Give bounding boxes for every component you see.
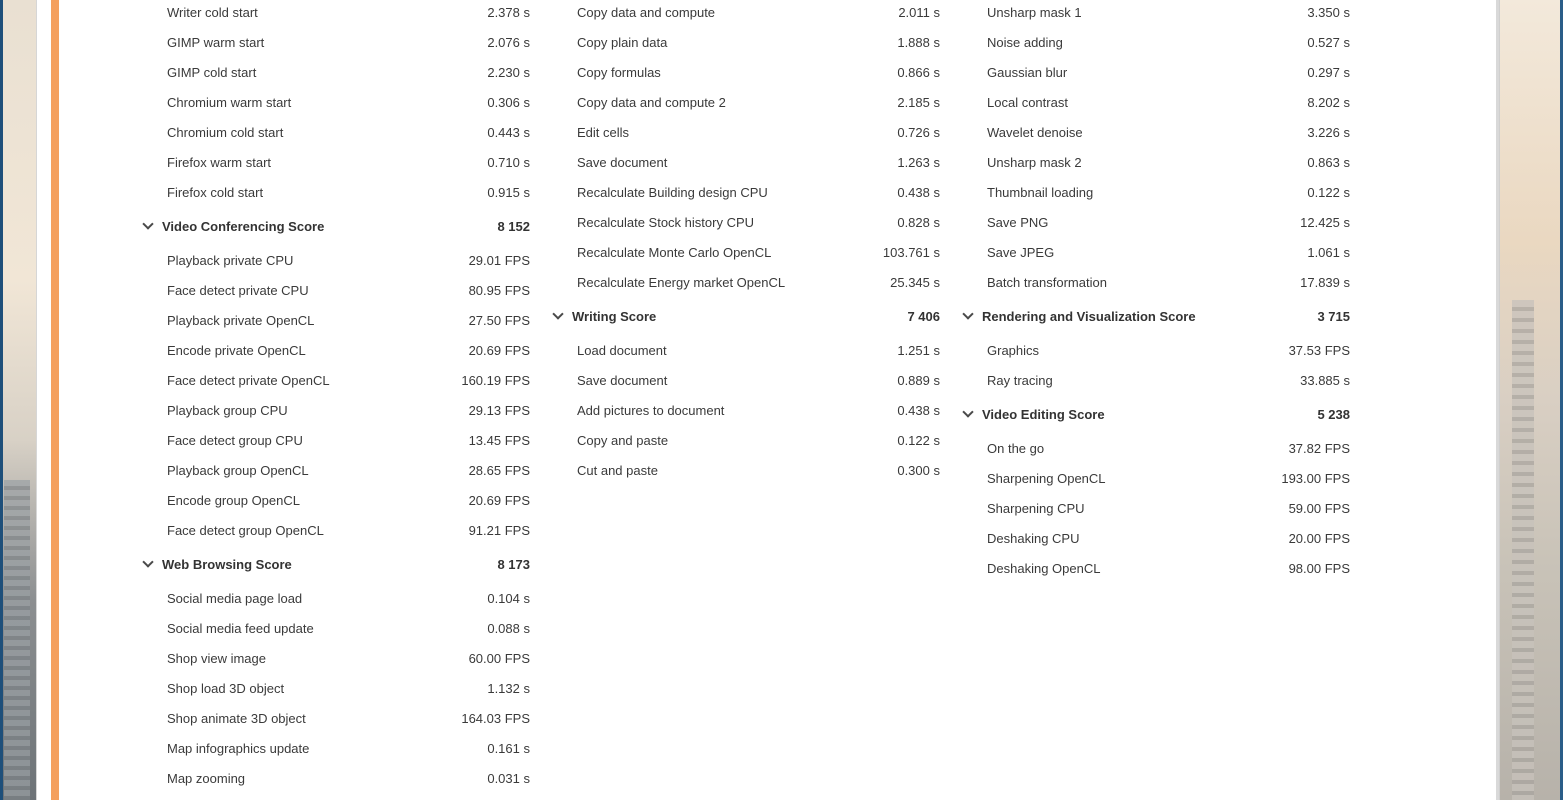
chevron-down-icon[interactable] (961, 406, 977, 422)
result-label: Playback group OpenCL (167, 462, 309, 478)
result-value: 0.866 s (897, 64, 940, 80)
result-row (961, 553, 1350, 583)
result-label: Writer cold start (167, 4, 258, 20)
result-label: Recalculate Building design CPU (577, 184, 768, 200)
result-row (961, 207, 1350, 237)
result-row (961, 27, 1350, 57)
result-value: 0.306 s (487, 94, 530, 110)
result-row (141, 703, 530, 733)
result-value: 1.251 s (897, 342, 940, 358)
result-value: 0.122 s (897, 432, 940, 448)
section-header-left (141, 556, 292, 572)
result-row (551, 335, 940, 365)
result-value: 3.226 s (1307, 124, 1350, 140)
result-label: Face detect private OpenCL (167, 372, 330, 388)
result-value: 37.53 FPS (1288, 342, 1350, 358)
result-row (551, 395, 940, 425)
row-group (141, 0, 530, 207)
result-label: Map zooming (167, 770, 246, 786)
result-value: 33.885 s (1300, 372, 1350, 388)
chevron-down-icon[interactable] (961, 308, 977, 324)
result-label: Firefox warm start (167, 154, 272, 170)
result-row (551, 27, 940, 57)
result-value: 0.828 s (897, 214, 940, 230)
result-row (141, 87, 530, 117)
result-value: 164.03 FPS (461, 710, 530, 726)
result-label: Copy formulas (577, 64, 661, 80)
desktop-wallpaper-right (1500, 0, 1563, 800)
result-row (961, 87, 1350, 117)
result-label: Save document (577, 154, 668, 170)
result-label: Playback private CPU (167, 252, 294, 268)
result-label: Deshaking CPU (987, 530, 1080, 546)
section-score: 8 152 (497, 218, 530, 234)
accent-bar (51, 0, 59, 800)
result-value: 0.161 s (487, 740, 530, 756)
result-value: 0.527 s (1307, 34, 1350, 50)
result-label: Chromium cold start (167, 124, 284, 140)
result-row (141, 27, 530, 57)
result-label: Edit cells (577, 124, 630, 140)
result-label: Copy data and compute (577, 4, 716, 20)
result-row (551, 117, 940, 147)
result-label: Face detect group CPU (167, 432, 303, 448)
result-value: 98.00 FPS (1288, 560, 1350, 576)
section-header-writing[interactable] (551, 300, 940, 332)
result-row (551, 0, 940, 27)
result-label: Encode group OpenCL (167, 492, 300, 508)
result-row (141, 177, 530, 207)
result-label: Save PNG (987, 214, 1049, 230)
result-row (551, 237, 940, 267)
result-row (141, 245, 530, 275)
section-score: 3 715 (1317, 308, 1350, 324)
result-value: 103.761 s (882, 244, 940, 260)
result-value: 37.82 FPS (1288, 440, 1350, 456)
results-column-1 (141, 0, 530, 793)
results-column-2 (551, 0, 940, 485)
result-row (961, 237, 1350, 267)
desktop-wallpaper-left (0, 0, 36, 800)
result-label: Map infographics update (167, 740, 310, 756)
result-row (551, 267, 940, 297)
result-label: GIMP cold start (167, 64, 257, 80)
section-header-rendering[interactable] (961, 300, 1350, 332)
result-row (141, 673, 530, 703)
result-label: Unsharp mask 2 (987, 154, 1082, 170)
result-value: 59.00 FPS (1288, 500, 1350, 516)
result-value: 0.889 s (897, 372, 940, 388)
result-value: 20.69 FPS (468, 492, 530, 508)
section-header-left (961, 308, 1196, 324)
result-value: 2.378 s (487, 4, 530, 20)
result-row (141, 455, 530, 485)
result-label: Chromium warm start (167, 94, 292, 110)
result-row (961, 0, 1350, 27)
result-row (961, 57, 1350, 87)
result-row (551, 207, 940, 237)
result-label: Recalculate Energy market OpenCL (577, 274, 786, 290)
result-value: 0.104 s (487, 590, 530, 606)
result-row (141, 515, 530, 545)
result-value: 0.438 s (897, 402, 940, 418)
section-header-web-browsing[interactable] (141, 548, 530, 580)
result-value: 17.839 s (1300, 274, 1350, 290)
result-row (551, 455, 940, 485)
result-label: Copy plain data (577, 34, 668, 50)
result-label: Encode private OpenCL (167, 342, 306, 358)
result-value: 160.19 FPS (461, 372, 530, 388)
result-row (551, 177, 940, 207)
section-title: Web Browsing Score (162, 556, 292, 572)
result-label: Copy data and compute 2 (577, 94, 726, 110)
result-label: Playback private OpenCL (167, 312, 315, 328)
result-label: Add pictures to document (577, 402, 725, 418)
result-label: Shop load 3D object (167, 680, 285, 696)
result-label: Load document (577, 342, 667, 358)
result-label: Thumbnail loading (987, 184, 1094, 200)
result-label: Batch transformation (987, 274, 1107, 290)
section-header-left (551, 308, 656, 324)
result-value: 28.65 FPS (468, 462, 530, 478)
result-value: 0.710 s (487, 154, 530, 170)
result-label: Social media page load (167, 590, 303, 606)
result-value: 8.202 s (1307, 94, 1350, 110)
result-label: Face detect private CPU (167, 282, 309, 298)
result-label: Shop view image (167, 650, 266, 666)
result-value: 12.425 s (1300, 214, 1350, 230)
result-value: 0.726 s (897, 124, 940, 140)
result-label: Noise adding (987, 34, 1063, 50)
result-label: Firefox cold start (167, 184, 264, 200)
result-row (551, 87, 940, 117)
result-row (141, 275, 530, 305)
chevron-down-icon[interactable] (551, 308, 567, 324)
result-row (141, 485, 530, 515)
result-label: Save document (577, 372, 668, 388)
result-row (961, 177, 1350, 207)
result-label: Social media feed update (167, 620, 314, 636)
result-row (141, 335, 530, 365)
result-value: 27.50 FPS (468, 312, 530, 328)
result-label: Copy and paste (577, 432, 669, 448)
result-row (961, 433, 1350, 463)
section-title: Video Conferencing Score (162, 218, 325, 234)
window-edge (1496, 0, 1499, 800)
result-row (551, 425, 940, 455)
result-row (141, 395, 530, 425)
result-value: 20.69 FPS (468, 342, 530, 358)
section-title: Rendering and Visualization Score (982, 308, 1196, 324)
result-label: Ray tracing (987, 372, 1053, 388)
result-value: 3.350 s (1307, 4, 1350, 20)
result-value: 91.21 FPS (468, 522, 530, 538)
result-row (961, 147, 1350, 177)
section-score: 5 238 (1317, 406, 1350, 422)
result-value: 80.95 FPS (468, 282, 530, 298)
result-row (141, 365, 530, 395)
section-header-video-editing[interactable] (961, 398, 1350, 430)
result-row (961, 493, 1350, 523)
result-label: Deshaking OpenCL (987, 560, 1101, 576)
result-label: Wavelet denoise (987, 124, 1083, 140)
result-row (961, 117, 1350, 147)
result-row (961, 267, 1350, 297)
result-value: 2.076 s (487, 34, 530, 50)
chevron-down-icon[interactable] (141, 556, 157, 572)
result-value: 1.132 s (487, 680, 530, 696)
result-row (141, 0, 530, 27)
chevron-down-icon[interactable] (141, 218, 157, 234)
result-row (141, 643, 530, 673)
result-value: 1.888 s (897, 34, 940, 50)
result-label: Face detect group OpenCL (167, 522, 324, 538)
result-value: 25.345 s (890, 274, 940, 290)
results-column-3 (961, 0, 1350, 583)
result-row (141, 117, 530, 147)
result-row (961, 523, 1350, 553)
result-value: 29.01 FPS (468, 252, 530, 268)
result-row (141, 733, 530, 763)
result-label: Cut and paste (577, 462, 658, 478)
result-label: Gaussian blur (987, 64, 1068, 80)
section-header-left (141, 218, 324, 234)
results-window (36, 0, 1500, 800)
result-row (141, 583, 530, 613)
result-label: Unsharp mask 1 (987, 4, 1082, 20)
section-header-left (961, 406, 1105, 422)
result-value: 0.031 s (487, 770, 530, 786)
result-row (141, 425, 530, 455)
result-label: Recalculate Monte Carlo OpenCL (577, 244, 772, 260)
result-value: 0.297 s (1307, 64, 1350, 80)
result-label: GIMP warm start (167, 34, 265, 50)
result-row (961, 365, 1350, 395)
result-value: 0.122 s (1307, 184, 1350, 200)
section-score: 8 173 (497, 556, 530, 572)
section-title: Writing Score (572, 308, 657, 324)
result-row (551, 365, 940, 395)
result-label: Recalculate Stock history CPU (577, 214, 755, 230)
result-row (961, 463, 1350, 493)
result-label: On the go (987, 440, 1045, 456)
result-value: 0.863 s (1307, 154, 1350, 170)
result-value: 193.00 FPS (1281, 470, 1350, 486)
result-label: Graphics (987, 342, 1040, 358)
result-value: 0.300 s (897, 462, 940, 478)
result-value: 0.438 s (897, 184, 940, 200)
result-value: 29.13 FPS (468, 402, 530, 418)
result-value: 1.263 s (897, 154, 940, 170)
result-label: Save JPEG (987, 244, 1055, 260)
section-score: 7 406 (907, 308, 940, 324)
result-value: 2.185 s (897, 94, 940, 110)
result-value: 0.915 s (487, 184, 530, 200)
result-label: Local contrast (987, 94, 1068, 110)
result-value: 20.00 FPS (1288, 530, 1350, 546)
result-row (141, 763, 530, 793)
result-value: 13.45 FPS (468, 432, 530, 448)
result-row (961, 335, 1350, 365)
result-row (141, 613, 530, 643)
section-title: Video Editing Score (982, 406, 1105, 422)
result-row (551, 57, 940, 87)
result-row (141, 57, 530, 87)
result-value: 0.088 s (487, 620, 530, 636)
result-label: Sharpening OpenCL (987, 470, 1106, 486)
result-label: Playback group CPU (167, 402, 288, 418)
result-value: 2.011 s (898, 4, 940, 20)
result-value: 0.443 s (487, 124, 530, 140)
result-value: 2.230 s (487, 64, 530, 80)
result-value: 60.00 FPS (468, 650, 530, 666)
result-label: Shop animate 3D object (167, 710, 306, 726)
result-row (141, 305, 530, 335)
result-value: 1.061 s (1307, 244, 1350, 260)
section-header-video-conferencing[interactable] (141, 210, 530, 242)
result-label: Sharpening CPU (987, 500, 1085, 516)
result-row (551, 147, 940, 177)
result-row (141, 147, 530, 177)
